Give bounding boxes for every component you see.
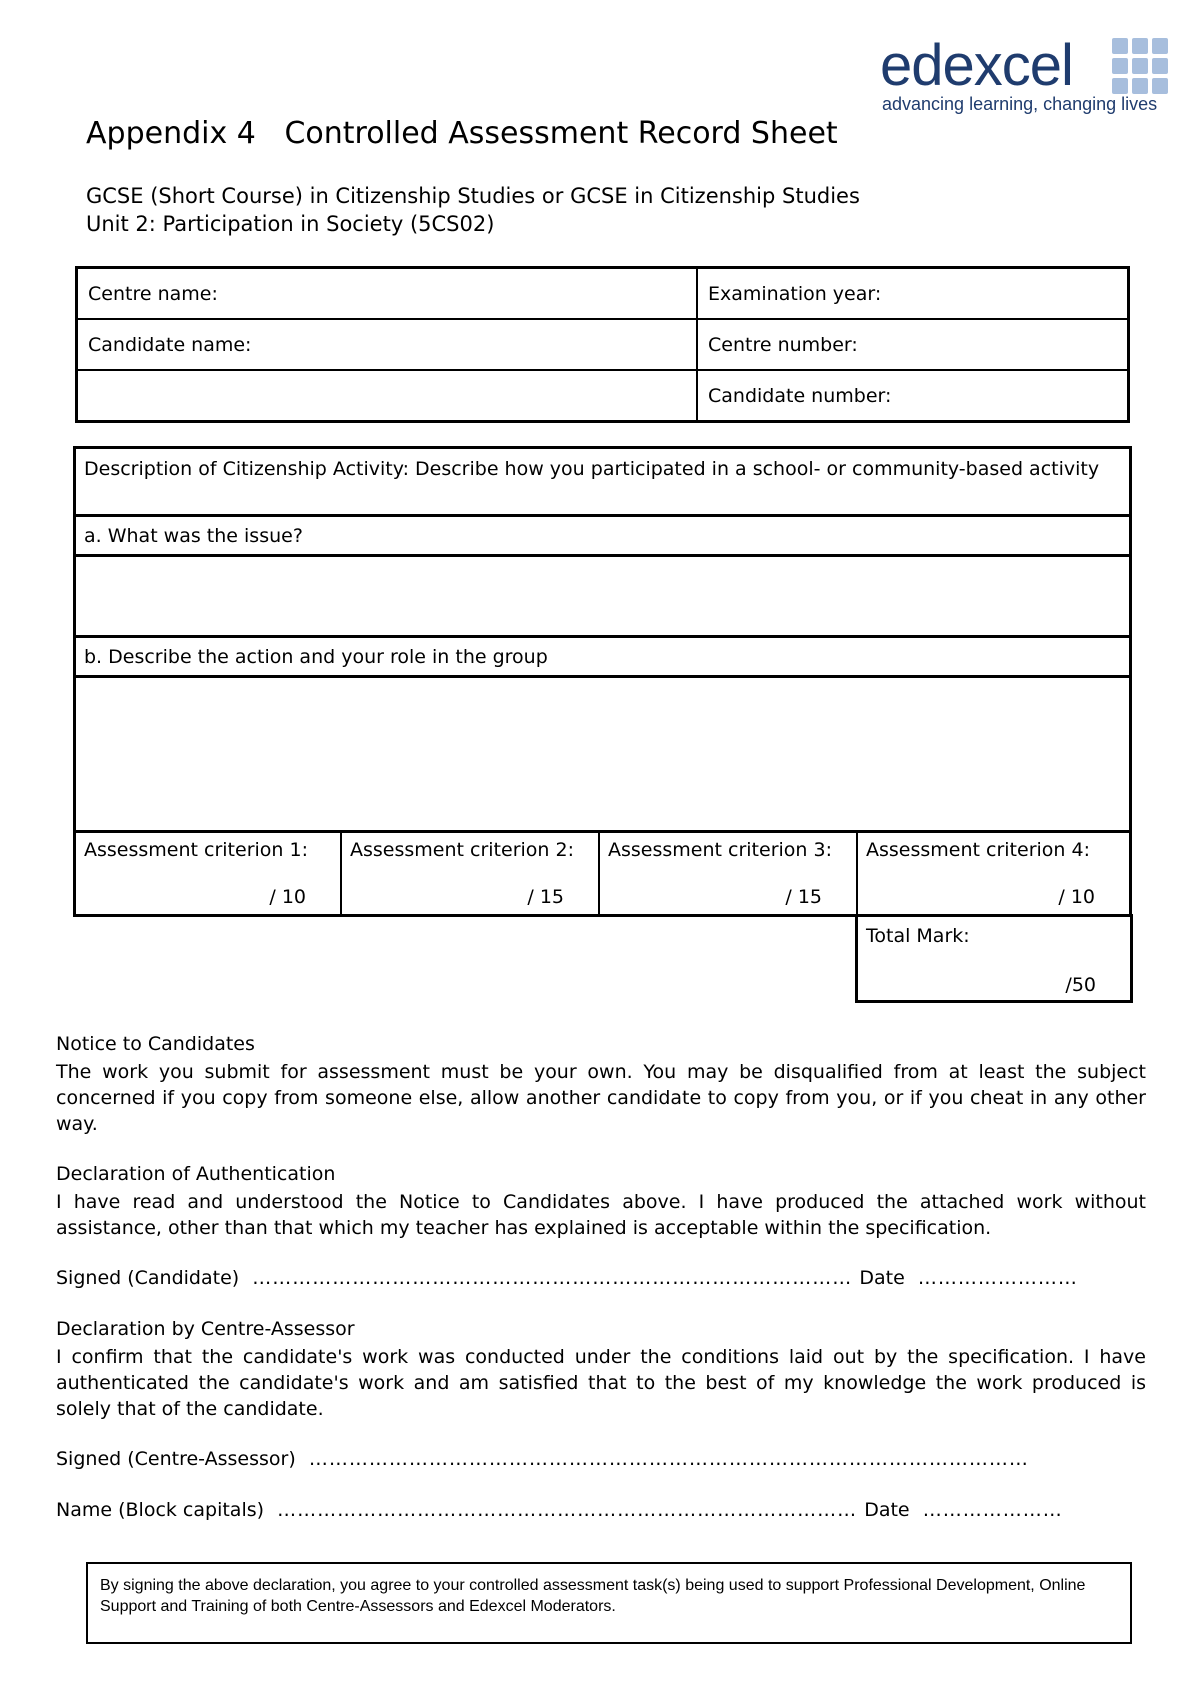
name-date-label: Date: [864, 1499, 910, 1521]
criterion-1-cell[interactable]: [76, 833, 342, 914]
logo-wordmark: edexcel: [880, 33, 1073, 98]
unit-subtitle: Unit 2: Participation in Society (5CS02): [86, 212, 495, 236]
notice-body: The work you submit for assessment must be your own. You may be disqualified from at least the subject concerned if you copy from someone else, allow another candidate to copy from you, or if you cheat in any other way.: [56, 1061, 1146, 1135]
criterion-4-max: / 10: [1058, 886, 1095, 908]
assessor-body: I confirm that the candidate's work was conducted under the conditions laid out by the specification. I have authenticated the candidate's work and am satisfied that to the best of my knowledge the work produced is solely that of the candidate.: [56, 1346, 1146, 1420]
question-b-answer[interactable]: [73, 675, 1132, 833]
assessor-signature-line[interactable]: [56, 1448, 1146, 1470]
activity-description-label: Description of Citizenship Activity: Describe how you participated in a school- or community-based activity: [84, 458, 1100, 480]
logo-tagline: advancing learning, changing lives: [882, 94, 1158, 114]
criterion-2-max: / 15: [527, 886, 564, 908]
criterion-1-max: / 10: [269, 886, 306, 908]
question-a-answer[interactable]: [73, 554, 1132, 638]
criterion-2-cell[interactable]: [342, 833, 600, 914]
name-block-label: Name (Block capitals): [56, 1499, 265, 1521]
criterion-4-cell[interactable]: [858, 833, 1129, 914]
total-mark-box[interactable]: [855, 914, 1133, 1003]
logo-grid-icon: [1112, 38, 1168, 94]
centre-name-field[interactable]: Centre name:: [77, 268, 698, 320]
candidate-name-entry[interactable]: [77, 370, 698, 422]
criteria-row: [73, 830, 1132, 917]
question-b-label: b. Describe the action and your role in the group: [84, 646, 548, 668]
name-block-line[interactable]: [56, 1499, 1146, 1521]
candidate-signature-dots: ………………………………………………………………………………: [245, 1267, 860, 1289]
criterion-2-label: Assessment criterion 2:: [350, 839, 574, 861]
total-mark-max: /50: [1065, 974, 1096, 996]
criterion-3-max: / 15: [785, 886, 822, 908]
assessor-signed-label: Signed (Centre-Assessor): [56, 1448, 296, 1470]
criterion-4-label: Assessment criterion 4:: [866, 839, 1090, 861]
consent-footer: By signing the above declaration, you agree to your controlled assessment task(s) being used to support Professional Development, Online Support and Training of both Centre-Assessors and Edexcel Moderators.: [86, 1562, 1132, 1644]
criterion-3-label: Assessment criterion 3:: [608, 839, 832, 861]
notice-heading: Notice to Candidates: [56, 1033, 255, 1055]
criterion-1-label: Assessment criterion 1:: [84, 839, 308, 861]
edexcel-logo: [880, 30, 1170, 122]
assessor-heading: Declaration by Centre-Assessor: [56, 1318, 355, 1340]
qualification-subtitle: GCSE (Short Course) in Citizenship Studies or GCSE in Citizenship Studies: [86, 184, 860, 208]
examination-year-field[interactable]: Examination year:: [697, 268, 1129, 320]
authentication-heading: Declaration of Authentication: [56, 1163, 336, 1185]
assessor-signature-dots: ………………………………………………………………………………………………: [301, 1448, 1029, 1470]
candidate-number-field[interactable]: Candidate number:: [697, 370, 1129, 422]
centre-number-field[interactable]: Centre number:: [697, 319, 1129, 370]
authentication-body: I have read and understood the Notice to Candidates above. I have produced the attached work without assistance, other than that which my teacher has explained is acceptable within the specification.: [56, 1191, 1146, 1239]
criterion-3-cell[interactable]: [600, 833, 858, 914]
candidate-info-table: [75, 266, 1130, 423]
name-block-dots: ……………………………………………………………………………: [270, 1499, 865, 1521]
name-date-dots: …………………: [915, 1499, 1063, 1521]
candidate-date-label: Date: [859, 1267, 905, 1289]
question-a-label: a. What was the issue?: [84, 525, 303, 547]
activity-description-box: [73, 446, 1132, 517]
candidate-name-field[interactable]: Candidate name:: [77, 319, 698, 370]
question-b-box: [73, 635, 1132, 678]
candidate-date-dots: ……………………: [910, 1267, 1078, 1289]
candidate-signed-label: Signed (Candidate): [56, 1267, 240, 1289]
question-a-box: [73, 514, 1132, 557]
page-title: Appendix 4 Controlled Assessment Record Sheet: [86, 116, 838, 151]
candidate-signature-line[interactable]: [56, 1267, 1146, 1289]
total-mark-label: Total Mark:: [866, 925, 970, 947]
